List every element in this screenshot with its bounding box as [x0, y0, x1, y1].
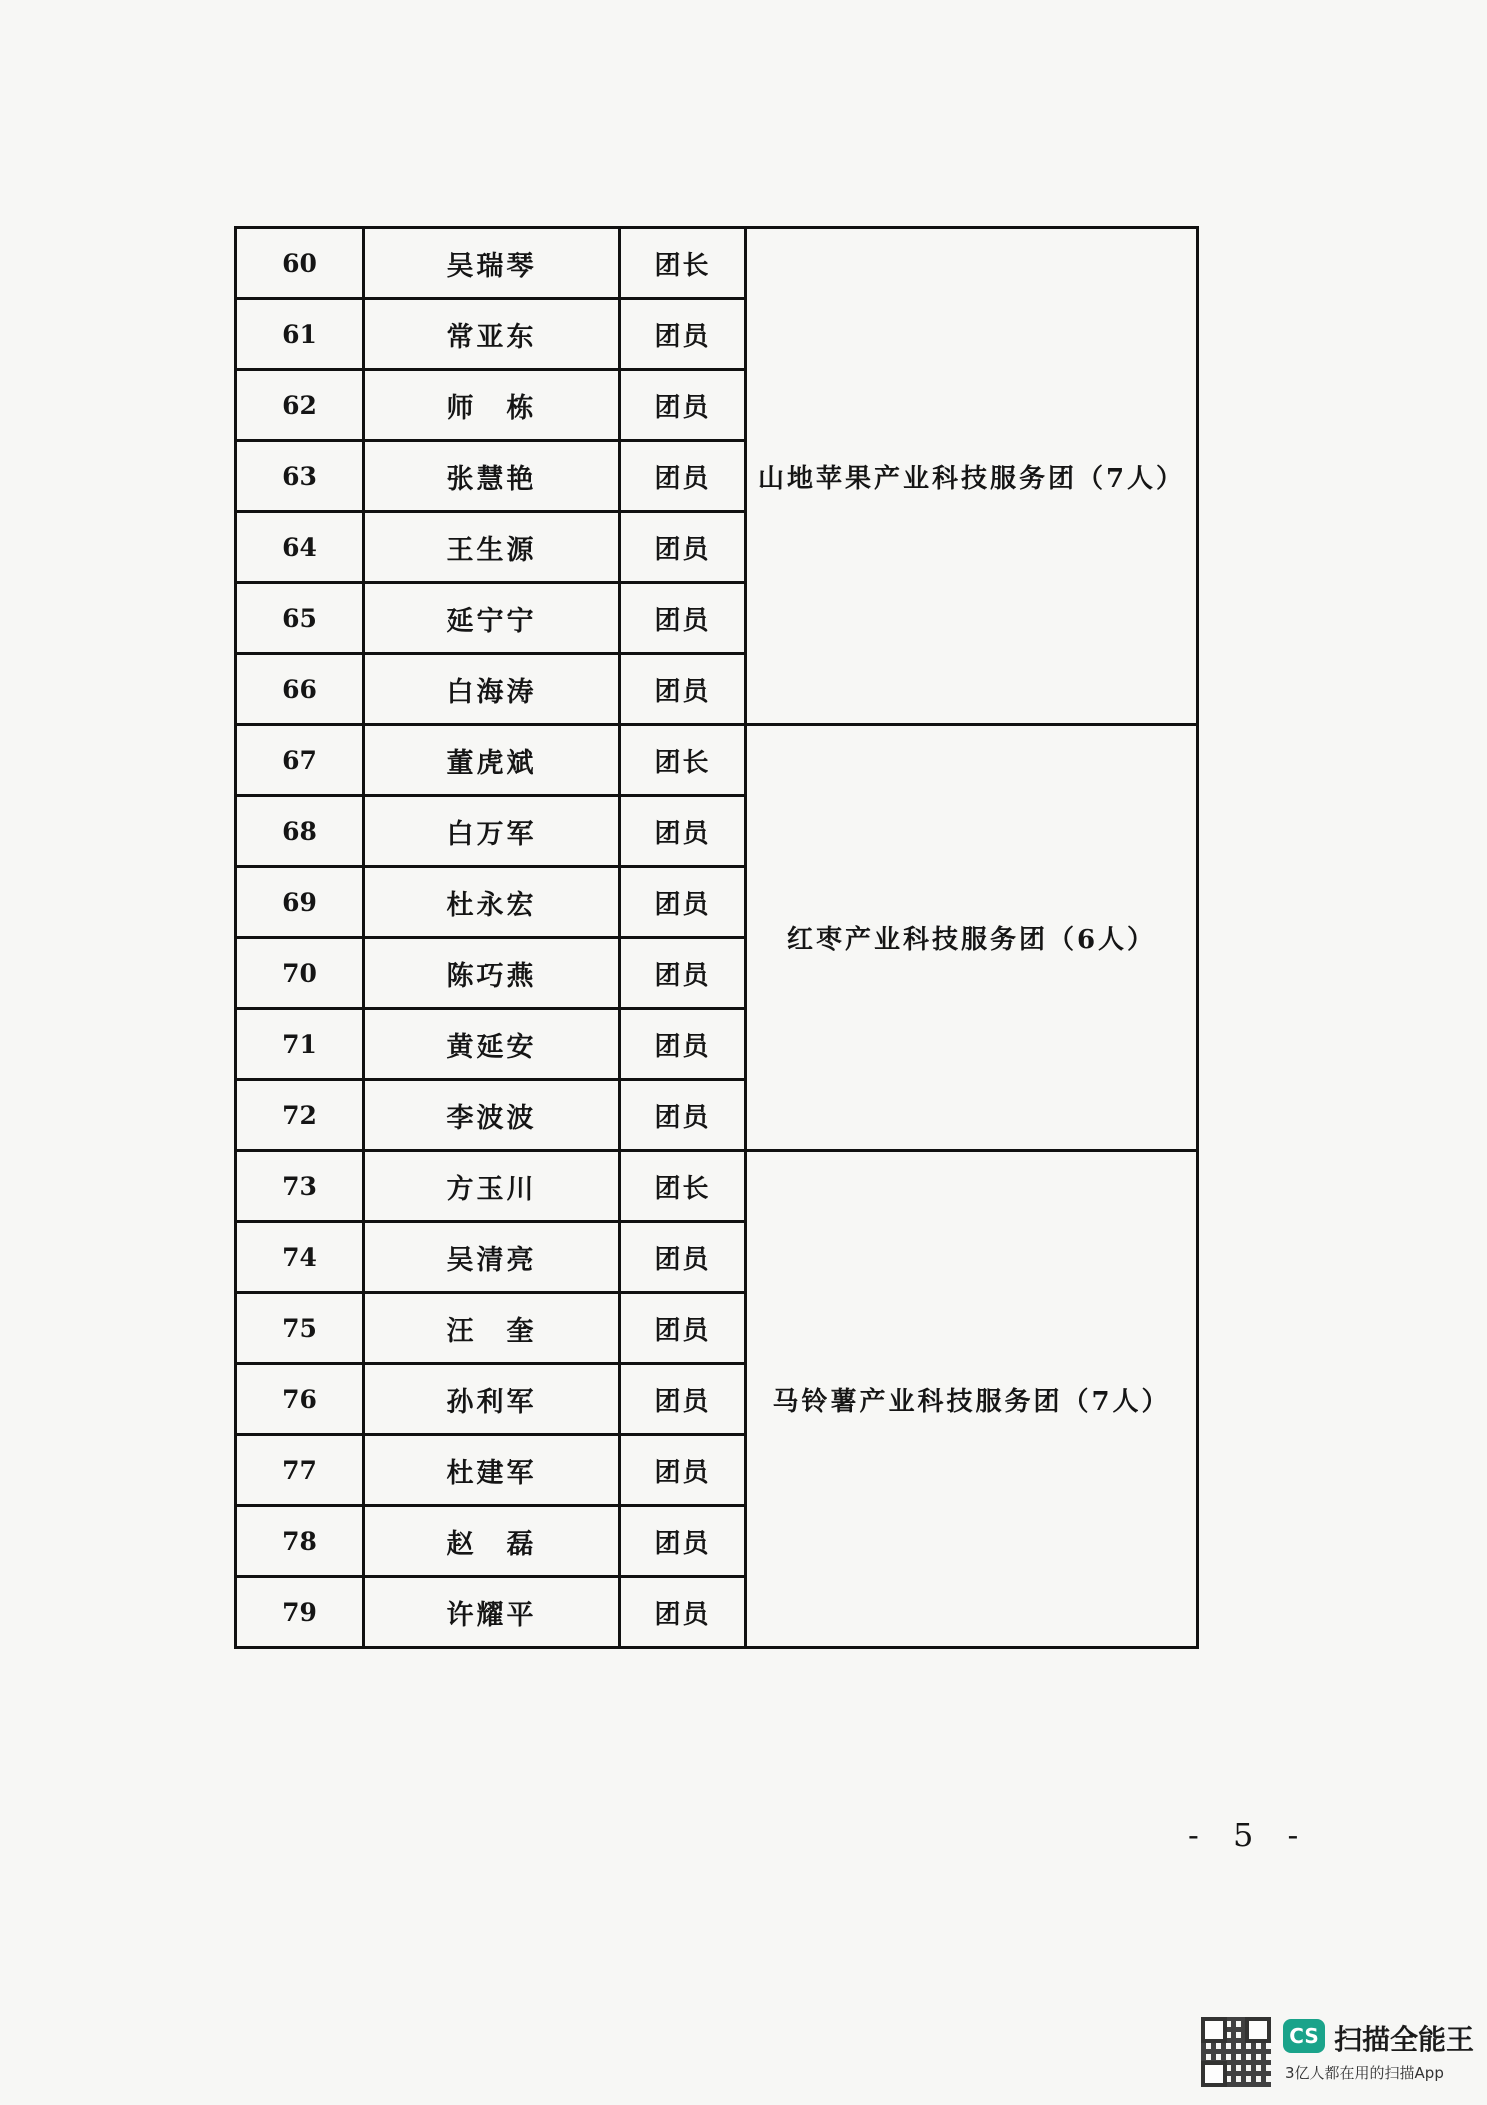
member-role: 团长 — [620, 725, 746, 796]
member-role: 团员 — [620, 1080, 746, 1151]
member-role: 团员 — [620, 1009, 746, 1080]
row-number: 74 — [236, 1222, 364, 1293]
member-role: 团员 — [620, 654, 746, 725]
member-name: 汪 奎 — [364, 1293, 620, 1364]
member-role: 团员 — [620, 796, 746, 867]
member-name: 白万军 — [364, 796, 620, 867]
member-role: 团员 — [620, 1222, 746, 1293]
scanner-slogan: 3亿人都在用的扫描App — [1285, 2064, 1444, 2082]
member-name: 赵 磊 — [364, 1506, 620, 1577]
row-number: 63 — [236, 441, 364, 512]
member-role: 团员 — [620, 299, 746, 370]
scanner-app-name: 扫描全能王 — [1334, 2023, 1475, 2056]
member-role: 团员 — [620, 1293, 746, 1364]
member-role: 团员 — [620, 938, 746, 1009]
table-row — [236, 725, 1198, 796]
member-role: 团员 — [620, 512, 746, 583]
row-number: 78 — [236, 1506, 364, 1577]
row-number: 68 — [236, 796, 364, 867]
service-team-name: 马铃薯产业科技服务团（7人） — [746, 1151, 1198, 1648]
member-role: 团员 — [620, 370, 746, 441]
member-role: 团长 — [620, 1151, 746, 1222]
camscanner-logo: CS — [1283, 2019, 1325, 2053]
member-name: 王生源 — [364, 512, 620, 583]
member-role: 团员 — [620, 441, 746, 512]
table-row — [236, 1151, 1198, 1222]
member-name: 杜建军 — [364, 1435, 620, 1506]
member-name: 白海涛 — [364, 654, 620, 725]
member-name: 孙利军 — [364, 1364, 620, 1435]
row-number: 60 — [236, 228, 364, 299]
member-role: 团长 — [620, 228, 746, 299]
member-role: 团员 — [620, 583, 746, 654]
row-number: 73 — [236, 1151, 364, 1222]
page-number: - 5 - — [1188, 1816, 1311, 1854]
row-number: 77 — [236, 1435, 364, 1506]
member-name: 方玉川 — [364, 1151, 620, 1222]
member-role: 团员 — [620, 867, 746, 938]
member-role: 团员 — [620, 1506, 746, 1577]
qr-code-icon — [1201, 2017, 1271, 2087]
member-name: 董虎斌 — [364, 725, 620, 796]
member-role: 团员 — [620, 1577, 746, 1648]
member-name: 李波波 — [364, 1080, 620, 1151]
member-name: 吴清亮 — [364, 1222, 620, 1293]
roster-body — [236, 228, 1198, 1648]
member-name: 许耀平 — [364, 1577, 620, 1648]
row-number: 76 — [236, 1364, 364, 1435]
member-name: 吴瑞琴 — [364, 228, 620, 299]
row-number: 64 — [236, 512, 364, 583]
member-role: 团员 — [620, 1435, 746, 1506]
service-team-name: 红枣产业科技服务团（6人） — [746, 725, 1198, 1151]
member-name: 张慧艳 — [364, 441, 620, 512]
member-name: 杜永宏 — [364, 867, 620, 938]
member-name: 延宁宁 — [364, 583, 620, 654]
row-number: 65 — [236, 583, 364, 654]
row-number: 61 — [236, 299, 364, 370]
row-number: 62 — [236, 370, 364, 441]
service-team-name: 山地苹果产业科技服务团（7人） — [746, 228, 1198, 725]
row-number: 79 — [236, 1577, 364, 1648]
row-number: 69 — [236, 867, 364, 938]
member-name: 陈巧燕 — [364, 938, 620, 1009]
member-name: 常亚东 — [364, 299, 620, 370]
row-number: 71 — [236, 1009, 364, 1080]
row-number: 70 — [236, 938, 364, 1009]
row-number: 66 — [236, 654, 364, 725]
row-number: 72 — [236, 1080, 364, 1151]
table-row — [236, 228, 1198, 299]
service-team-roster-table — [234, 226, 1199, 1649]
member-role: 团员 — [620, 1364, 746, 1435]
row-number: 67 — [236, 725, 364, 796]
row-number: 75 — [236, 1293, 364, 1364]
member-name: 师 栋 — [364, 370, 620, 441]
member-name: 黄延安 — [364, 1009, 620, 1080]
